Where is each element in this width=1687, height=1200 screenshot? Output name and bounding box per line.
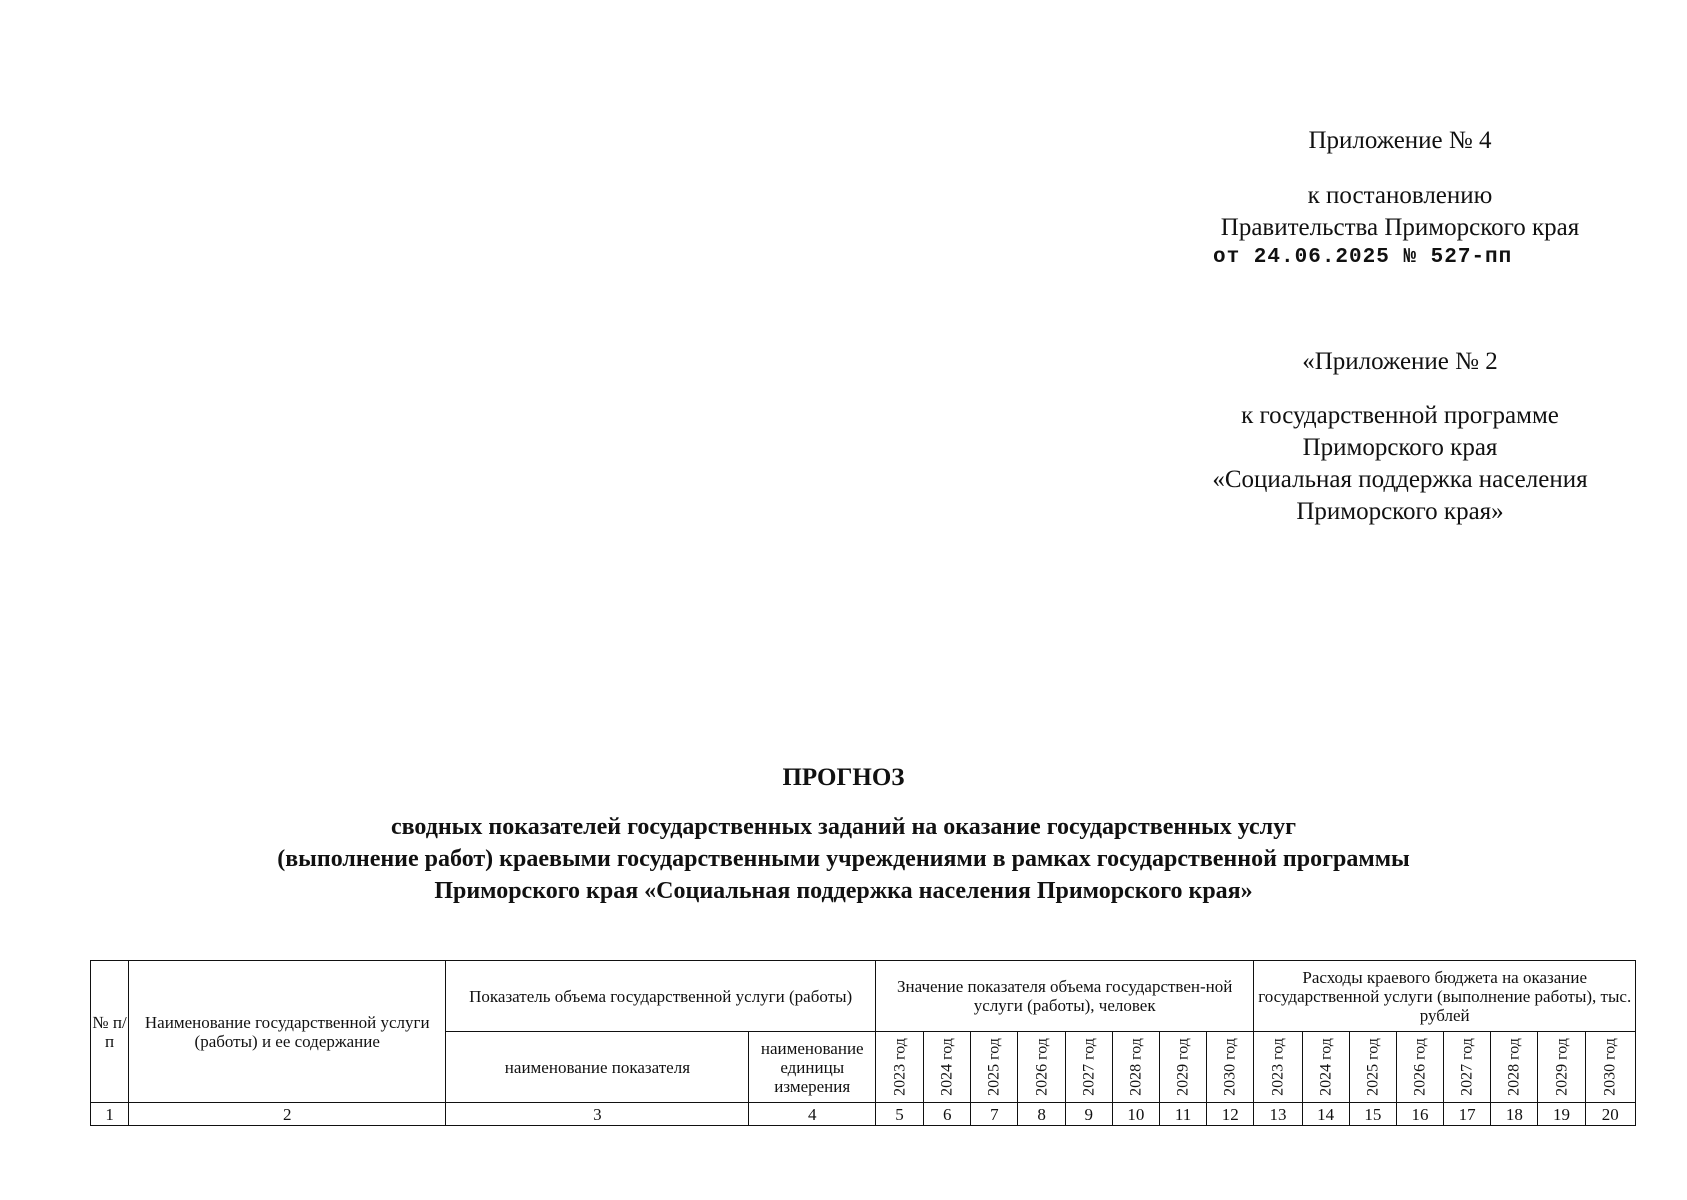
column-number: 11	[1160, 1103, 1207, 1126]
program-line-2: Приморского края	[1302, 434, 1498, 461]
header-volume-indicator: Показатель объема государственной услуги (работы)	[446, 961, 876, 1032]
column-number: 4	[749, 1103, 875, 1126]
column-number: 18	[1491, 1103, 1538, 1126]
column-number: 13	[1254, 1103, 1302, 1126]
year-2024-expenses: 2024 год	[1302, 1032, 1349, 1103]
column-number: 12	[1207, 1103, 1254, 1126]
decree-line-1: к постановлению	[1307, 182, 1493, 209]
appendix-4-label	[1150, 125, 1650, 157]
column-number: 5	[875, 1103, 923, 1126]
year-2027-volume: 2027 год	[1065, 1032, 1112, 1103]
year-2028-volume: 2028 год	[1112, 1032, 1159, 1103]
column-number: 1	[91, 1103, 129, 1126]
document-title: ПРОГНОЗ	[782, 764, 905, 791]
column-number: 17	[1444, 1103, 1491, 1126]
column-number: 19	[1538, 1103, 1585, 1126]
header-expenses: Расходы краевого бюджета на оказание государственной услуги (выполнение работы), тыс. рублей	[1254, 961, 1636, 1032]
column-number: 14	[1302, 1103, 1349, 1126]
year-2024-volume: 2024 год	[924, 1032, 971, 1103]
year-2028-expenses: 2028 год	[1491, 1032, 1538, 1103]
forecast-table	[90, 960, 1636, 1126]
decree-reference	[1150, 180, 1650, 274]
column-number: 2	[129, 1103, 446, 1126]
program-reference	[1150, 400, 1650, 528]
appendix-4-text: Приложение № 4	[1308, 127, 1492, 154]
decree-line-2: Правительства Приморского края	[1220, 214, 1580, 241]
column-number: 8	[1018, 1103, 1065, 1126]
header-service-name: Наименование государственной услуги (работы) и ее содержание	[129, 961, 446, 1103]
decree-date-stamp: от 24.06.2025 № 527-пп	[1213, 246, 1513, 269]
column-number: 6	[924, 1103, 971, 1126]
year-2029-expenses: 2029 год	[1538, 1032, 1585, 1103]
appendix-2-label	[1150, 346, 1650, 378]
program-line-4: Приморского края»	[1296, 498, 1504, 525]
column-number: 10	[1112, 1103, 1159, 1126]
header-number: № п/п	[91, 961, 129, 1103]
year-2026-expenses: 2026 год	[1396, 1032, 1443, 1103]
year-2030-volume: 2030 год	[1207, 1032, 1254, 1103]
column-number: 15	[1349, 1103, 1396, 1126]
year-2026-volume: 2026 год	[1018, 1032, 1065, 1103]
year-2029-volume: 2029 год	[1160, 1032, 1207, 1103]
column-number: 16	[1396, 1103, 1443, 1126]
column-number: 7	[971, 1103, 1018, 1126]
subtitle-line-2: (выполнение работ) краевыми государственными учреждениями в рамках государственной программы	[277, 846, 1410, 872]
column-number: 20	[1585, 1103, 1635, 1126]
subtitle-line-3: Приморского края «Социальная поддержка населения Приморского края»	[434, 878, 1253, 904]
year-2023-expenses: 2023 год	[1254, 1032, 1302, 1103]
document-subtitle	[0, 811, 1687, 907]
program-line-3: «Социальная поддержка населения	[1212, 466, 1588, 493]
column-number: 3	[446, 1103, 749, 1126]
column-number-row	[91, 1103, 1636, 1126]
year-2025-volume: 2025 год	[971, 1032, 1018, 1103]
year-2025-expenses: 2025 год	[1349, 1032, 1396, 1103]
subtitle-line-1: сводных показателей государственных заданий на оказание государственных услуг	[390, 814, 1297, 840]
table-header-row-1	[91, 961, 1636, 1032]
header-unit: наименование единицы измерения	[749, 1032, 875, 1103]
header-indicator-name: наименование показателя	[446, 1032, 749, 1103]
year-2030-expenses: 2030 год	[1585, 1032, 1635, 1103]
year-2023-volume: 2023 год	[875, 1032, 923, 1103]
appendix-2-text: «Приложение № 2	[1302, 348, 1498, 375]
column-number: 9	[1065, 1103, 1112, 1126]
program-line-1: к государственной программе	[1241, 402, 1559, 429]
header-volume-value: Значение показателя объема государствен-ной услуги (работы), человек	[875, 961, 1253, 1032]
year-2027-expenses: 2027 год	[1444, 1032, 1491, 1103]
